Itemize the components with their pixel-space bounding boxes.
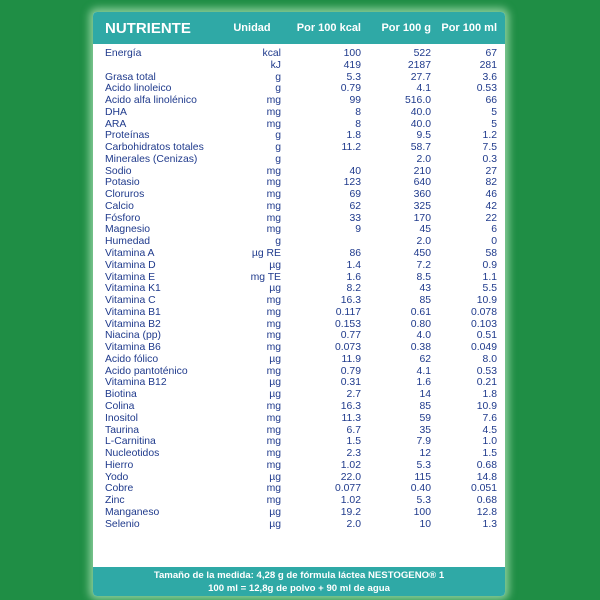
nutrient-name: L-Carnitina bbox=[105, 436, 156, 448]
value-per-g: 43 bbox=[419, 283, 431, 295]
value-per-g: 2187 bbox=[407, 59, 431, 71]
value-per-ml: 0.049 bbox=[470, 342, 497, 354]
value-per-kcal: 1.4 bbox=[346, 259, 361, 271]
value-per-ml: 0.103 bbox=[470, 318, 497, 330]
nutrient-unit: mg bbox=[266, 400, 281, 412]
value-per-ml: 4.5 bbox=[482, 424, 497, 436]
value-per-g: 0.40 bbox=[410, 483, 431, 495]
value-per-ml: 0.21 bbox=[476, 377, 497, 389]
value-per-ml: 0.3 bbox=[482, 153, 497, 165]
nutrient-name: Fósforo bbox=[105, 212, 141, 224]
value-per-ml: 0.9 bbox=[482, 259, 497, 271]
table-row bbox=[93, 260, 505, 272]
nutrient-unit: µg bbox=[269, 353, 281, 365]
value-per-ml: 0.68 bbox=[476, 459, 497, 471]
value-per-ml: 7.5 bbox=[482, 142, 497, 154]
table-row bbox=[93, 142, 505, 154]
nutrition-table-panel bbox=[93, 12, 505, 596]
value-per-g: 35 bbox=[419, 424, 431, 436]
value-per-g: 640 bbox=[413, 177, 431, 189]
nutrient-name: Colina bbox=[105, 400, 135, 412]
nutrient-unit: kJ bbox=[270, 59, 281, 71]
nutrient-name: Nucleotidos bbox=[105, 448, 160, 460]
value-per-g: 59 bbox=[419, 412, 431, 424]
value-per-kcal: 0.153 bbox=[334, 318, 361, 330]
nutrient-unit: mg bbox=[266, 483, 281, 495]
nutrient-unit: mg bbox=[266, 412, 281, 424]
value-per-ml: 6 bbox=[491, 224, 497, 236]
footer-preparation: 100 ml = 12,8g de polvo + 90 ml de agua bbox=[208, 583, 390, 594]
value-per-ml: 0.51 bbox=[476, 330, 497, 342]
value-per-ml: 46 bbox=[485, 189, 497, 201]
nutrient-name: Sodio bbox=[105, 165, 132, 177]
value-per-ml: 58 bbox=[485, 248, 497, 260]
nutrient-unit: mg bbox=[266, 200, 281, 212]
value-per-kcal: 0.77 bbox=[340, 330, 361, 342]
nutrient-unit: µg bbox=[269, 283, 281, 295]
header-nutrient: NUTRIENTE bbox=[105, 19, 191, 37]
value-per-g: 115 bbox=[414, 471, 431, 483]
value-per-kcal bbox=[281, 154, 361, 166]
value-per-ml: 0.53 bbox=[476, 365, 497, 377]
table-row bbox=[93, 519, 505, 531]
table-row bbox=[93, 366, 505, 378]
table-row bbox=[93, 436, 505, 448]
value-per-kcal: 62 bbox=[349, 200, 361, 212]
nutrient-unit: mg bbox=[266, 106, 281, 118]
value-per-g: 450 bbox=[413, 248, 431, 260]
value-per-kcal: 0.31 bbox=[340, 377, 361, 389]
nutrient-unit: mg bbox=[266, 459, 281, 471]
nutrient-unit: mg bbox=[266, 424, 281, 436]
value-per-ml: 66 bbox=[485, 95, 497, 107]
value-per-g: 10 bbox=[419, 518, 431, 530]
value-per-g: 27.7 bbox=[410, 71, 431, 83]
table-row bbox=[93, 248, 505, 260]
value-per-g: 14 bbox=[419, 389, 431, 401]
nutrient-name: Selenio bbox=[105, 518, 140, 530]
nutrient-unit: mg bbox=[266, 95, 281, 107]
nutrient-name: Vitamina B6 bbox=[105, 342, 161, 354]
value-per-kcal: 33 bbox=[349, 212, 361, 224]
value-per-ml: 0.078 bbox=[470, 306, 497, 318]
value-per-ml: 67 bbox=[485, 48, 497, 59]
table-row bbox=[93, 401, 505, 413]
value-per-kcal: 1.8 bbox=[346, 130, 361, 142]
value-per-g: 2.0 bbox=[416, 153, 431, 165]
table-header bbox=[93, 12, 505, 44]
value-per-g: 210 bbox=[413, 165, 431, 177]
nutrient-unit: mg bbox=[266, 212, 281, 224]
value-per-ml: 42 bbox=[485, 200, 497, 212]
value-per-ml: 5 bbox=[491, 118, 497, 130]
value-per-g: 9.5 bbox=[416, 130, 431, 142]
nutrient-unit: mg bbox=[266, 165, 281, 177]
value-per-kcal: 16.3 bbox=[340, 400, 361, 412]
nutrient-name: Energía bbox=[105, 48, 142, 59]
table-row bbox=[93, 154, 505, 166]
nutrient-unit: µg bbox=[269, 471, 281, 483]
value-per-kcal: 16.3 bbox=[340, 295, 361, 307]
nutrient-unit: mg bbox=[266, 177, 281, 189]
nutrient-unit: mg bbox=[266, 495, 281, 507]
value-per-g: 1.6 bbox=[416, 377, 431, 389]
nutrient-name: Niacina (pp) bbox=[105, 330, 162, 342]
value-per-g: 170 bbox=[413, 212, 431, 224]
value-per-ml: 22 bbox=[485, 212, 497, 224]
table-row bbox=[93, 189, 505, 201]
table-row bbox=[93, 72, 505, 84]
value-per-g: 360 bbox=[413, 189, 431, 201]
value-per-g: 58.7 bbox=[410, 142, 431, 154]
value-per-kcal: 2.0 bbox=[346, 518, 361, 530]
table-row bbox=[93, 377, 505, 389]
value-per-g: 40.0 bbox=[410, 118, 431, 130]
nutrient-name: Vitamina B2 bbox=[105, 318, 161, 330]
nutrient-unit: mg bbox=[266, 318, 281, 330]
value-per-kcal: 11.9 bbox=[341, 353, 361, 365]
value-per-kcal: 19.2 bbox=[340, 506, 361, 518]
value-per-g: 5.3 bbox=[416, 495, 431, 507]
table-row bbox=[93, 295, 505, 307]
value-per-kcal: 1.5 bbox=[346, 436, 361, 448]
nutrient-unit: mg bbox=[266, 224, 281, 236]
nutrient-unit: mg bbox=[266, 342, 281, 354]
nutrient-unit: mg TE bbox=[250, 271, 281, 283]
table-row bbox=[93, 495, 505, 507]
nutrient-name: Magnesio bbox=[105, 224, 151, 236]
table-row bbox=[93, 48, 505, 60]
value-per-ml: 0.68 bbox=[476, 495, 497, 507]
nutrient-unit: µg bbox=[269, 506, 281, 518]
value-per-kcal: 22.0 bbox=[340, 471, 361, 483]
value-per-g: 0.38 bbox=[410, 342, 431, 354]
value-per-kcal: 0.117 bbox=[335, 306, 361, 318]
value-per-ml: 82 bbox=[485, 177, 497, 189]
table-row bbox=[93, 95, 505, 107]
table-row bbox=[93, 483, 505, 495]
value-per-kcal: 123 bbox=[343, 177, 361, 189]
nutrient-name: Proteínas bbox=[105, 130, 150, 142]
nutrient-unit: mg bbox=[266, 365, 281, 377]
table-row bbox=[93, 307, 505, 319]
table-row bbox=[93, 107, 505, 119]
nutrient-name: Manganeso bbox=[105, 506, 160, 518]
value-per-kcal: 11.3 bbox=[341, 412, 361, 424]
value-per-kcal: 2.3 bbox=[346, 448, 361, 460]
table-row bbox=[93, 60, 505, 72]
nutrient-unit: mg bbox=[266, 189, 281, 201]
nutrient-unit: mg bbox=[266, 295, 281, 307]
value-per-kcal: 0.79 bbox=[340, 365, 361, 377]
table-row bbox=[93, 224, 505, 236]
nutrient-name: Cloruros bbox=[105, 189, 145, 201]
value-per-kcal: 0.79 bbox=[340, 83, 361, 95]
nutrient-name: Zinc bbox=[105, 495, 125, 507]
value-per-ml: 3.6 bbox=[482, 71, 497, 83]
table-row bbox=[93, 201, 505, 213]
nutrient-unit: µg bbox=[269, 389, 281, 401]
nutrient-unit: µg RE bbox=[251, 248, 281, 260]
table-row bbox=[93, 166, 505, 178]
nutrient-unit: kcal bbox=[262, 48, 281, 59]
nutrient-unit: µg bbox=[269, 518, 281, 530]
value-per-g: 4.0 bbox=[416, 330, 431, 342]
value-per-ml: 7.6 bbox=[482, 412, 497, 424]
value-per-ml: 8.0 bbox=[482, 353, 497, 365]
value-per-ml: 1.8 bbox=[482, 389, 497, 401]
value-per-g: 85 bbox=[419, 295, 431, 307]
value-per-kcal: 1.02 bbox=[340, 459, 361, 471]
nutrient-unit: mg bbox=[266, 118, 281, 130]
nutrient-unit: mg bbox=[266, 306, 281, 318]
nutrient-name: Vitamina D bbox=[105, 259, 156, 271]
table-body bbox=[93, 48, 505, 530]
value-per-ml: 14.8 bbox=[476, 471, 497, 483]
nutrient-name: Taurina bbox=[105, 424, 140, 436]
value-per-ml: 10.9 bbox=[476, 295, 497, 307]
table-row bbox=[93, 236, 505, 248]
value-per-g: 0.61 bbox=[410, 306, 431, 318]
nutrient-name: Ácido linoleico bbox=[105, 83, 172, 95]
value-per-g: 0.80 bbox=[410, 318, 431, 330]
table-row bbox=[93, 319, 505, 331]
value-per-ml: 1.1 bbox=[482, 271, 497, 283]
value-per-kcal: 5.3 bbox=[346, 71, 361, 83]
nutrient-name: Potasio bbox=[105, 177, 140, 189]
nutrient-name bbox=[93, 60, 223, 72]
value-per-ml: 1.5 bbox=[482, 448, 497, 460]
nutrient-name: Ácido pantoténico bbox=[105, 365, 188, 377]
nutrient-name: Ácido alfa linolénico bbox=[105, 95, 197, 107]
nutrient-unit: g bbox=[275, 142, 281, 154]
value-per-ml: 0 bbox=[491, 236, 497, 248]
value-per-g: 100 bbox=[413, 506, 431, 518]
nutrient-name: Vitamina C bbox=[105, 295, 156, 307]
value-per-ml: 281 bbox=[479, 59, 497, 71]
header-unit: Unidad bbox=[233, 22, 271, 34]
value-per-kcal: 8 bbox=[355, 118, 361, 130]
table-row bbox=[93, 507, 505, 519]
nutrient-name: Yodo bbox=[105, 471, 129, 483]
table-row bbox=[93, 448, 505, 460]
value-per-kcal: 0.073 bbox=[334, 342, 361, 354]
value-per-kcal: 99 bbox=[349, 95, 361, 107]
nutrient-name: Humedad bbox=[105, 236, 151, 248]
nutrient-name: Hierro bbox=[105, 459, 134, 471]
value-per-kcal: 86 bbox=[349, 248, 361, 260]
value-per-ml: 1.3 bbox=[482, 518, 497, 530]
value-per-ml: 0.53 bbox=[476, 83, 497, 95]
nutrient-name: Inositol bbox=[105, 412, 138, 424]
value-per-g: 2.0 bbox=[416, 236, 431, 248]
nutrient-name: Ácido fólico bbox=[105, 353, 159, 365]
nutrient-name: Vitamina K1 bbox=[105, 283, 161, 295]
value-per-kcal: 9 bbox=[355, 224, 361, 236]
nutrient-unit: mg bbox=[266, 436, 281, 448]
value-per-kcal: 1.02 bbox=[340, 495, 361, 507]
value-per-g: 5.3 bbox=[416, 459, 431, 471]
value-per-g: 7.2 bbox=[416, 259, 431, 271]
table-row bbox=[93, 283, 505, 295]
header-per-kcal: Por 100 kcal bbox=[296, 22, 361, 34]
nutrient-unit: g bbox=[275, 83, 281, 95]
nutrient-name: Vitamina A bbox=[105, 248, 155, 260]
value-per-ml: 5.5 bbox=[482, 283, 497, 295]
nutrient-name: Calcio bbox=[105, 200, 134, 212]
table-row bbox=[93, 213, 505, 225]
value-per-g: 12 bbox=[419, 448, 431, 460]
value-per-g: 40.0 bbox=[410, 106, 431, 118]
footer-serving-size: Tamaño de la medida: 4,28 g de fórmula láctea NESTOGENO® 1 bbox=[153, 570, 445, 581]
table-row bbox=[93, 342, 505, 354]
value-per-g: 45 bbox=[419, 224, 431, 236]
nutrient-unit: g bbox=[275, 236, 281, 248]
value-per-kcal: 11.2 bbox=[341, 142, 361, 154]
nutrient-unit: mg bbox=[266, 448, 281, 460]
value-per-kcal: 0.077 bbox=[334, 483, 361, 495]
table-row bbox=[93, 330, 505, 342]
table-row bbox=[93, 460, 505, 472]
value-per-ml: 12.8 bbox=[476, 506, 497, 518]
nutrient-name: Vitamina E bbox=[105, 271, 156, 283]
table-row bbox=[93, 130, 505, 142]
nutrient-name: Vitamina B12 bbox=[105, 377, 167, 389]
value-per-g: 522 bbox=[413, 48, 431, 59]
value-per-kcal: 8 bbox=[355, 106, 361, 118]
header-per-g: Por 100 g bbox=[381, 22, 431, 34]
value-per-g: 7.9 bbox=[416, 436, 431, 448]
nutrient-name: DHA bbox=[105, 106, 127, 118]
table-footer bbox=[93, 567, 505, 596]
nutrient-name: Carbohidratos totales bbox=[105, 142, 204, 154]
header-per-ml: Por 100 ml bbox=[441, 22, 497, 34]
table-row bbox=[93, 354, 505, 366]
value-per-kcal bbox=[281, 236, 361, 248]
value-per-g: 325 bbox=[413, 200, 431, 212]
table-row bbox=[93, 425, 505, 437]
nutrient-name: Grasa total bbox=[105, 71, 156, 83]
nutrient-unit: µg bbox=[269, 259, 281, 271]
value-per-kcal: 419 bbox=[343, 59, 361, 71]
value-per-g: 62 bbox=[419, 353, 431, 365]
value-per-ml: 10.9 bbox=[476, 400, 497, 412]
value-per-ml: 5 bbox=[491, 106, 497, 118]
value-per-kcal: 40 bbox=[349, 165, 361, 177]
nutrient-name: Vitamina B1 bbox=[105, 306, 161, 318]
value-per-g: 8.5 bbox=[416, 271, 431, 283]
nutrient-name: Biotina bbox=[105, 389, 137, 401]
value-per-g: 85 bbox=[419, 400, 431, 412]
value-per-g: 516.0 bbox=[404, 95, 431, 107]
value-per-kcal: 69 bbox=[349, 189, 361, 201]
value-per-kcal: 100 bbox=[343, 48, 361, 59]
value-per-g: 4.1 bbox=[416, 83, 431, 95]
value-per-ml: 0.051 bbox=[470, 483, 497, 495]
table-row bbox=[93, 413, 505, 425]
nutrient-name: ARA bbox=[105, 118, 127, 130]
nutrient-unit: g bbox=[275, 130, 281, 142]
value-per-ml: 1.2 bbox=[482, 130, 497, 142]
value-per-kcal: 6.7 bbox=[346, 424, 361, 436]
nutrient-name: Minerales (Cenizas) bbox=[105, 153, 198, 165]
value-per-ml: 27 bbox=[485, 165, 497, 177]
table-row bbox=[93, 119, 505, 131]
table-row bbox=[93, 83, 505, 95]
value-per-g: 4.1 bbox=[416, 365, 431, 377]
value-per-kcal: 1.6 bbox=[346, 271, 361, 283]
value-per-ml: 1.0 bbox=[482, 436, 497, 448]
nutrient-unit: g bbox=[275, 153, 281, 165]
nutrient-unit: mg bbox=[266, 330, 281, 342]
nutrient-unit: µg bbox=[269, 377, 281, 389]
nutrient-unit: g bbox=[275, 71, 281, 83]
value-per-kcal: 8.2 bbox=[346, 283, 361, 295]
table-row bbox=[93, 389, 505, 401]
value-per-kcal: 2.7 bbox=[346, 389, 361, 401]
table-row bbox=[93, 177, 505, 189]
nutrient-name: Cobre bbox=[105, 483, 134, 495]
table-row bbox=[93, 272, 505, 284]
table-row bbox=[93, 472, 505, 484]
